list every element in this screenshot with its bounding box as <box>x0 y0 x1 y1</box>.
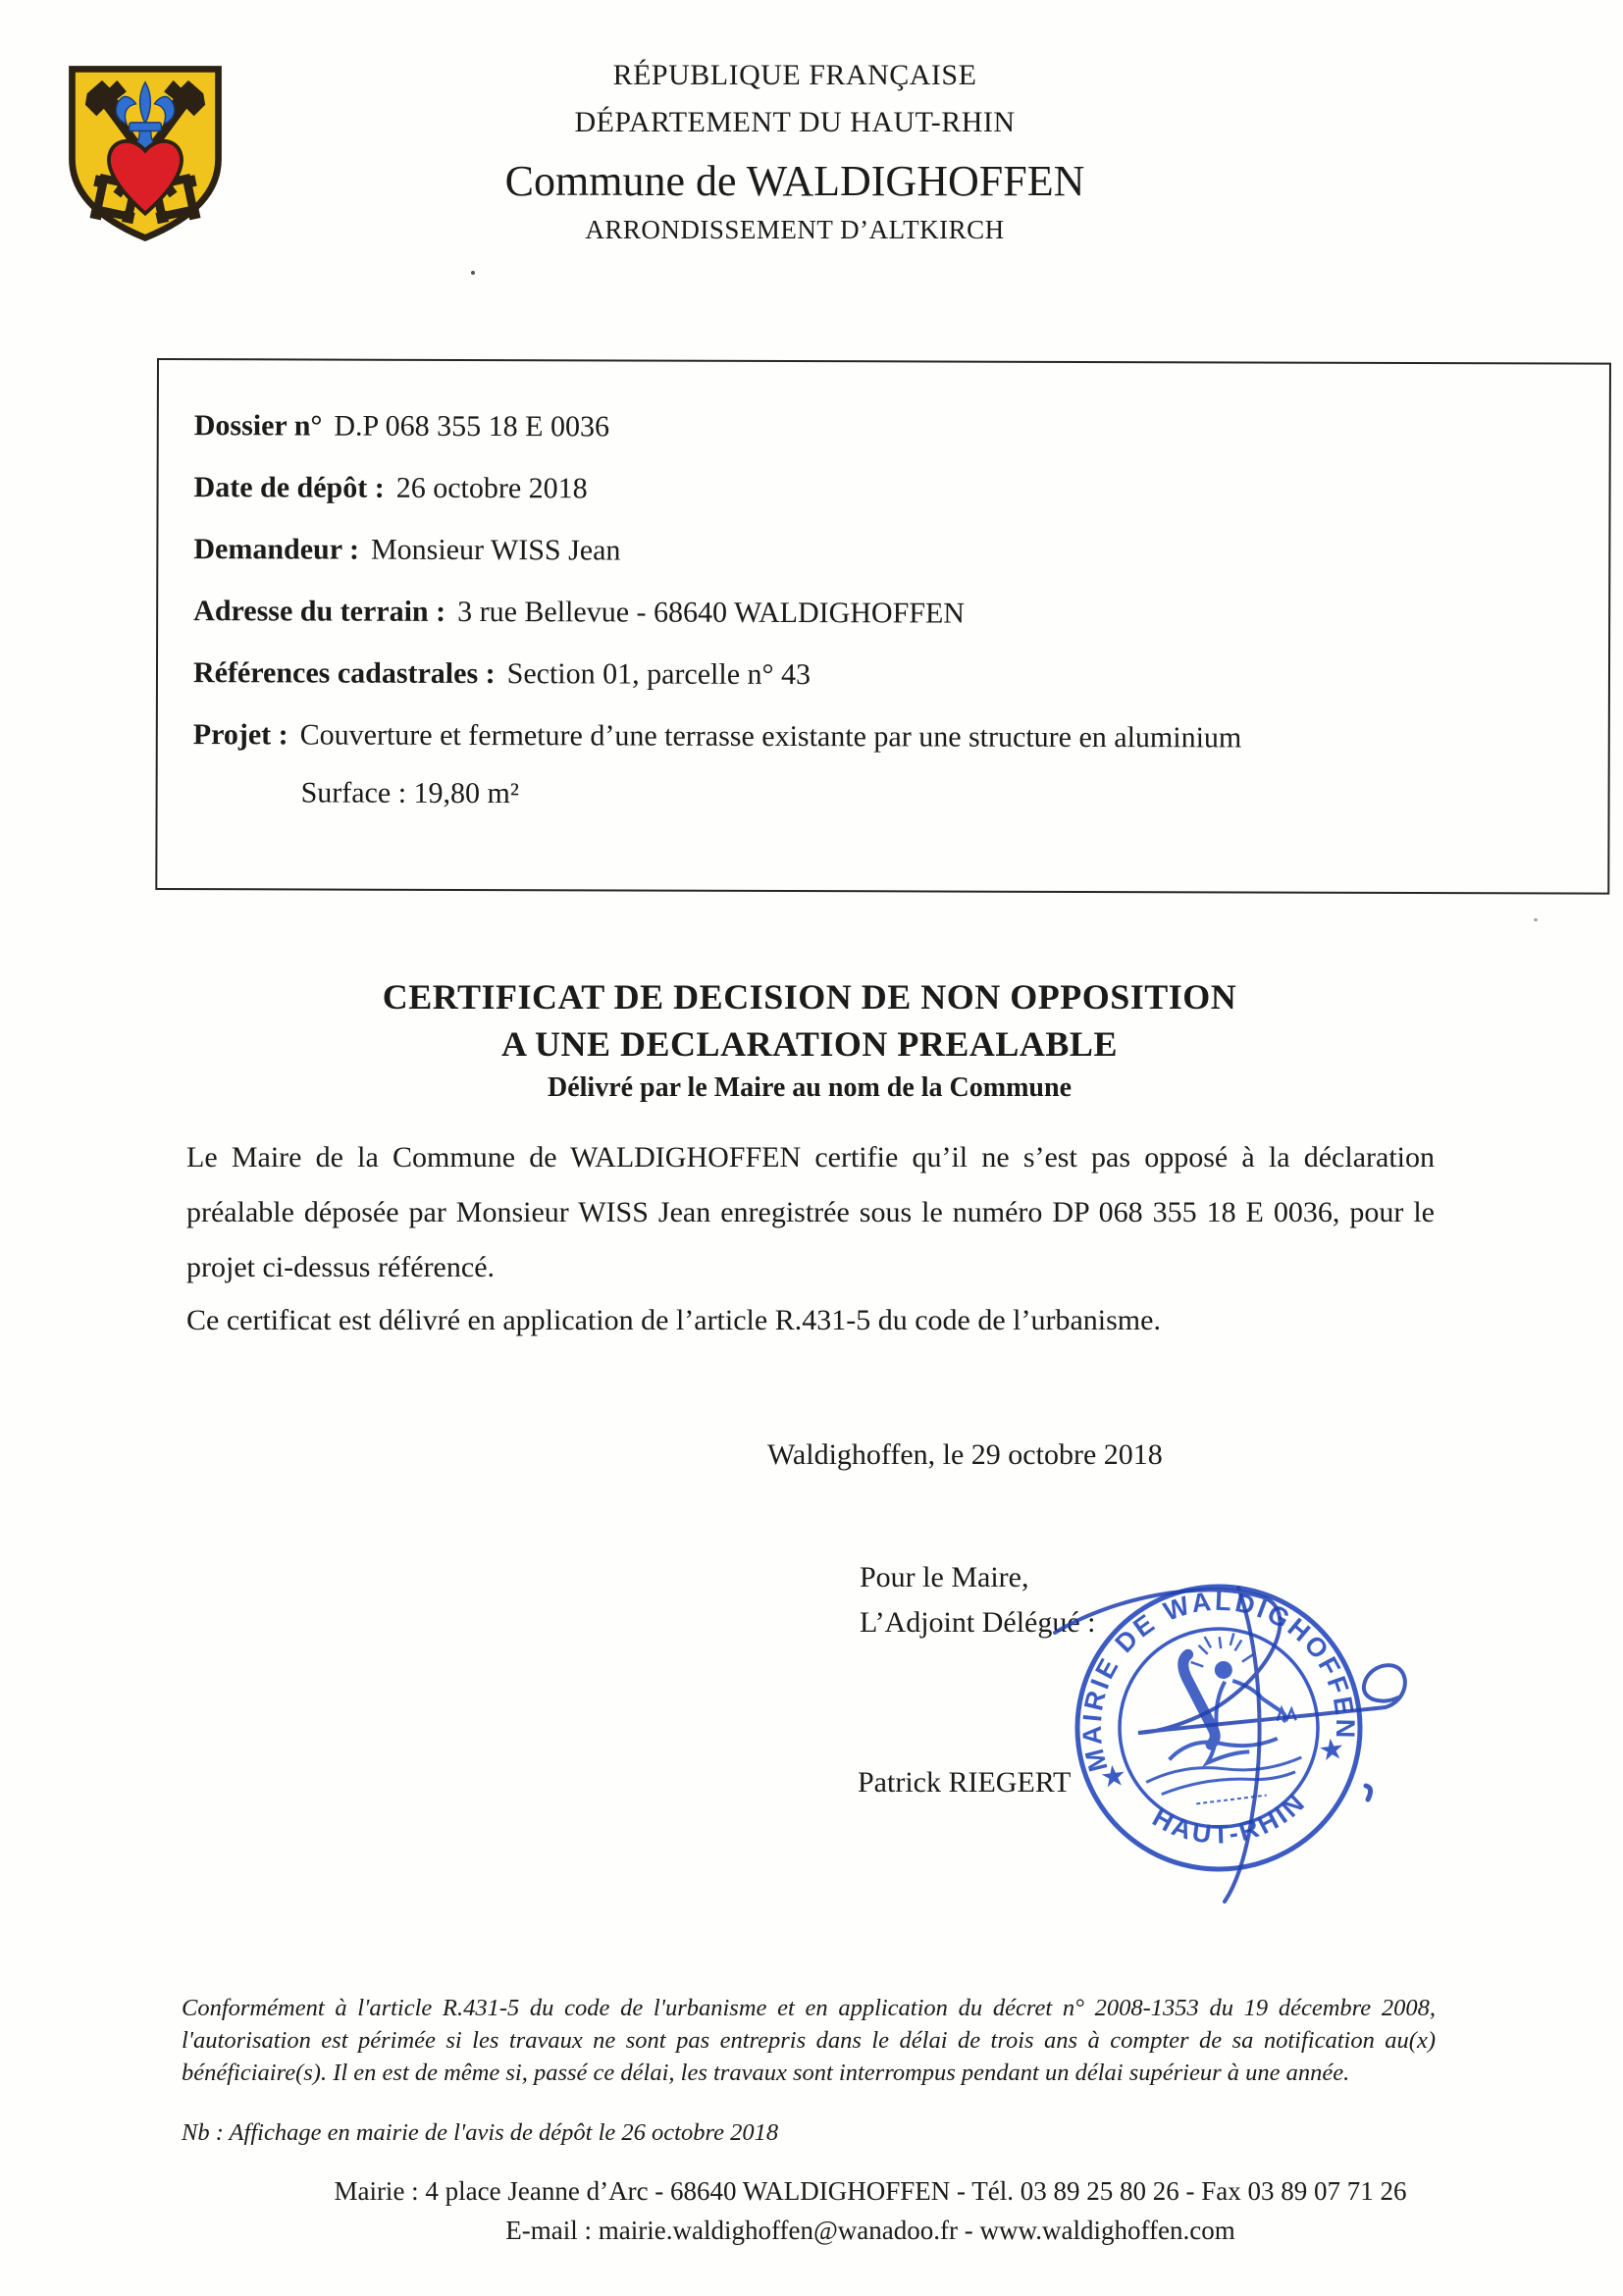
applicant-row: Demandeur : Monsieur WISS Jean <box>193 533 621 567</box>
certificate-title: CERTIFICAT DE DECISION DE NON OPPOSITION A UNE DECLARATION PREALABLE Délivré par le Maire au nom de la Commune <box>382 977 1237 1103</box>
stamp-star-left: ★ <box>1098 1758 1129 1795</box>
stamp-marianne-figure <box>1129 1627 1305 1809</box>
nb-note: Nb : Affichage en mairie de l'avis de dépôt le 26 octobre 2018 <box>182 2119 779 2146</box>
scan-speck <box>471 271 475 275</box>
deposit-date-row: Date de dépôt : 26 octobre 2018 <box>193 471 588 505</box>
dossier-info-box <box>155 358 1611 895</box>
stamp-star-right: ★ <box>1316 1732 1347 1768</box>
adjoint-delegue-line: L’Adjoint Délégué : <box>860 1606 1096 1639</box>
scan-speck <box>1534 918 1538 921</box>
mairie-footer <box>118 2171 1623 2250</box>
letterhead <box>0 57 1590 247</box>
legal-note: Conformément à l'article R.431-5 du code de l'urbanisme et en application du décret n° 2008-1353 du 19 décembre 2008, l'autorisation est périmée si les travaux ne sont pas entrepris dans le délai de trois ans à compter de sa notification au(x) bénéficiaire(s). Il en est de même si, passé ce délai, les travaux sont interrompus pendant un délai supérieur à une année. <box>182 1995 1436 2086</box>
surface-row: Surface : 19,80 m² <box>300 776 519 810</box>
footer-address-line: Mairie : 4 place Jeanne d’Arc - 68640 WALDIGHOFFEN - Tél. 03 89 25 80 26 - Fax 03 89 07 71 26 <box>334 2176 1407 2206</box>
stamp-top-text: MAIRIE DE WALDIGHOFFEN <box>1076 1586 1361 1775</box>
cadastral-row: Références cadastrales : Section 01, parcelle n° 43 <box>192 656 812 692</box>
certification-paragraph: Le Maire de la Commune de WALDIGHOFFEN certifie qu’il ne s’est pas opposé à la déclaration préalable déposée par Monsieur WISS Jean enregistrée sous le numéro DP 068 355 18 E 0036, pour le projet ci-dessus référencé. <box>186 1141 1435 1283</box>
department-line: DÉPARTEMENT DU HAUT-RHIN <box>574 105 1016 138</box>
address-row: Adresse du terrain : 3 rue Bellevue - 68640 WALDIGHOFFEN <box>193 595 966 630</box>
application-paragraph: Ce certificat est délivré en application de l’article R.431-5 du code de l’urbanisme. <box>186 1304 1161 1336</box>
signer-name: Patrick RIEGERT <box>858 1766 1072 1799</box>
pour-le-maire-line: Pour le Maire, <box>860 1561 1029 1593</box>
footer-contact-line: E-mail : mairie.waldighoffen@wanadoo.fr - www.waldighoffen.com <box>505 2216 1235 2245</box>
arrondissement-line: ARRONDISSEMENT D’ALTKIRCH <box>585 215 1005 244</box>
dossier-number-row: Dossier n° D.P 068 355 18 E 0036 <box>193 409 610 444</box>
republic-line: RÉPUBLIQUE FRANÇAISE <box>612 59 977 91</box>
stamp-bottom-text: HAUT-RHIN <box>1147 1786 1312 1850</box>
place-date-line: Waldighoffen, le 29 octobre 2018 <box>767 1438 1163 1471</box>
commune-title: Commune de WALDIGHOFFEN <box>504 157 1085 205</box>
project-row: Projet : Couverture et fermeture d’une terrasse existante par une structure en aluminium <box>192 718 1242 755</box>
official-stamp-icon <box>1055 1564 1383 1892</box>
